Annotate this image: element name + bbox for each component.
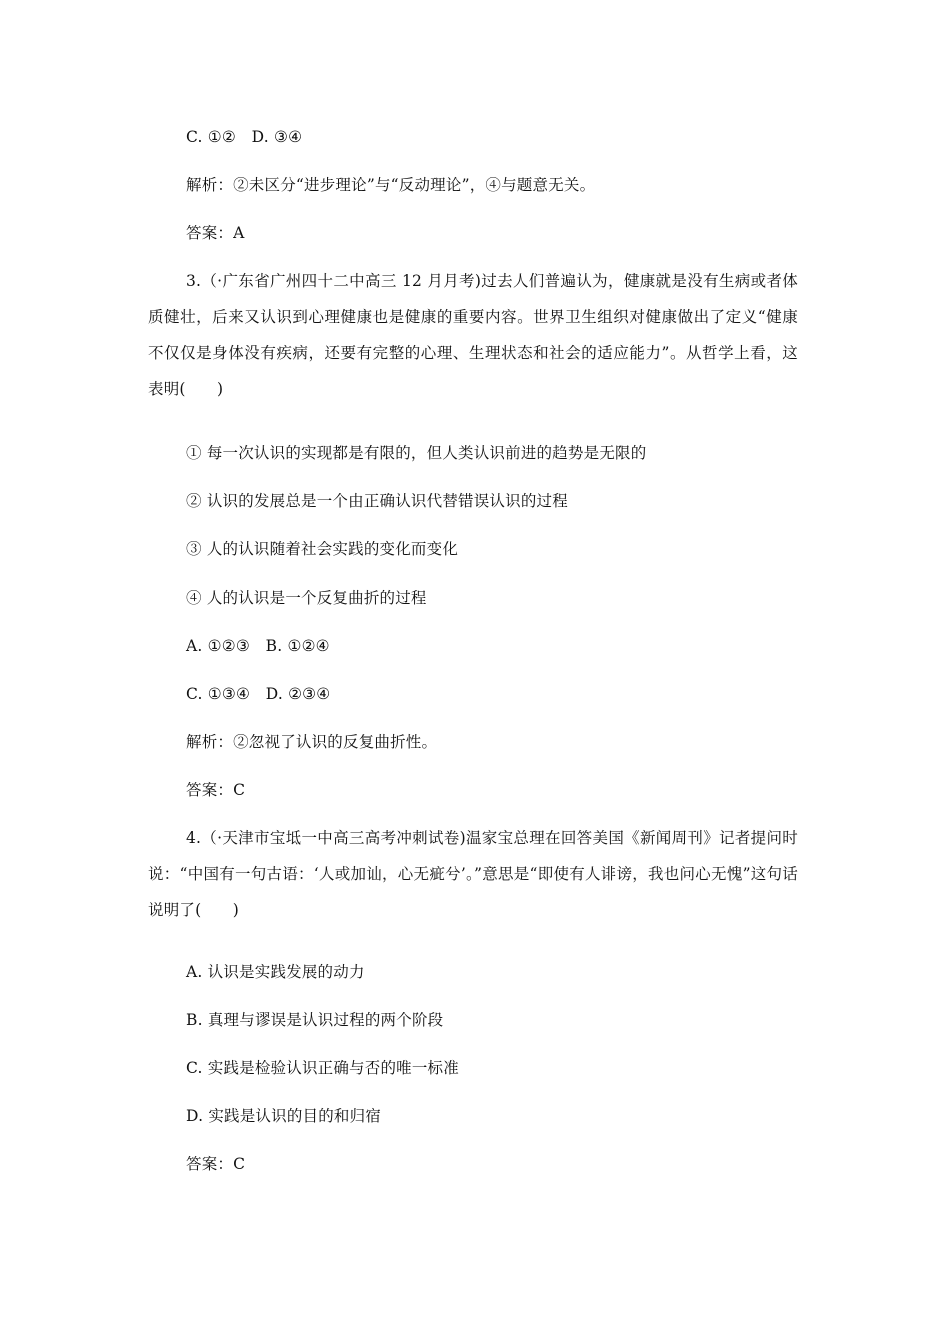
q3-analysis: 解析：②忽视了认识的反复曲折性。 [186, 733, 438, 751]
q2-analysis: 解析：②未区分“进步理论”与“反动理论”，④与题意无关。 [186, 176, 596, 194]
q2-answer: 答案：A [186, 224, 245, 242]
q4-option-b: B. 真理与谬误是认识过程的两个阶段 [186, 1011, 444, 1029]
q4-answer: 答案：C [186, 1155, 246, 1173]
q3-item-3: ③ 人的认识随着社会实践的变化而变化 [186, 540, 459, 558]
q2-options-cd: C. ①② D. ③④ [186, 128, 303, 146]
q3-answer: 答案：C [186, 781, 246, 799]
q4-option-a: A. 认识是实践发展的动力 [186, 963, 365, 981]
q3-options-ab: A. ①②③ B. ①②④ [186, 637, 330, 655]
q3-options-cd: C. ①③④ D. ②③④ [186, 685, 331, 703]
q4-option-d: D. 实践是认识的目的和归宿 [186, 1107, 382, 1125]
q4-stem: 4.（·天津市宝坻一中高三高考冲刺试卷)温家宝总理在回答美国《新闻周刊》记者提问时说：“中国有一句古语：‘人或加讪，心无疵兮’。”意思是“即使有人诽谤，我也问心无愧”这句话说明了( ) [148, 829, 798, 919]
q3-item-4: ④ 人的认识是一个反复曲折的过程 [186, 589, 427, 607]
q3-item-2: ② 认识的发展总是一个由正确认识代替错误认识的过程 [186, 492, 568, 510]
q3-stem: 3.（·广东省广州四十二中高三 12 月月考)过去人们普遍认为，健康就是没有生病或者体质健壮，后来又认识到心理健康也是健康的重要内容。世界卫生组织对健康做出了定义“健康不仅仅是身体没有疾病，还要有完整的心理、生理状态和社会的适应能力”。从哲学上看，这表明( ) [148, 272, 798, 398]
q3-item-1: ① 每一次认识的实现都是有限的，但人类认识前进的趋势是无限的 [186, 444, 647, 462]
q4-option-c: C. 实践是检验认识正确与否的唯一标准 [186, 1059, 459, 1077]
